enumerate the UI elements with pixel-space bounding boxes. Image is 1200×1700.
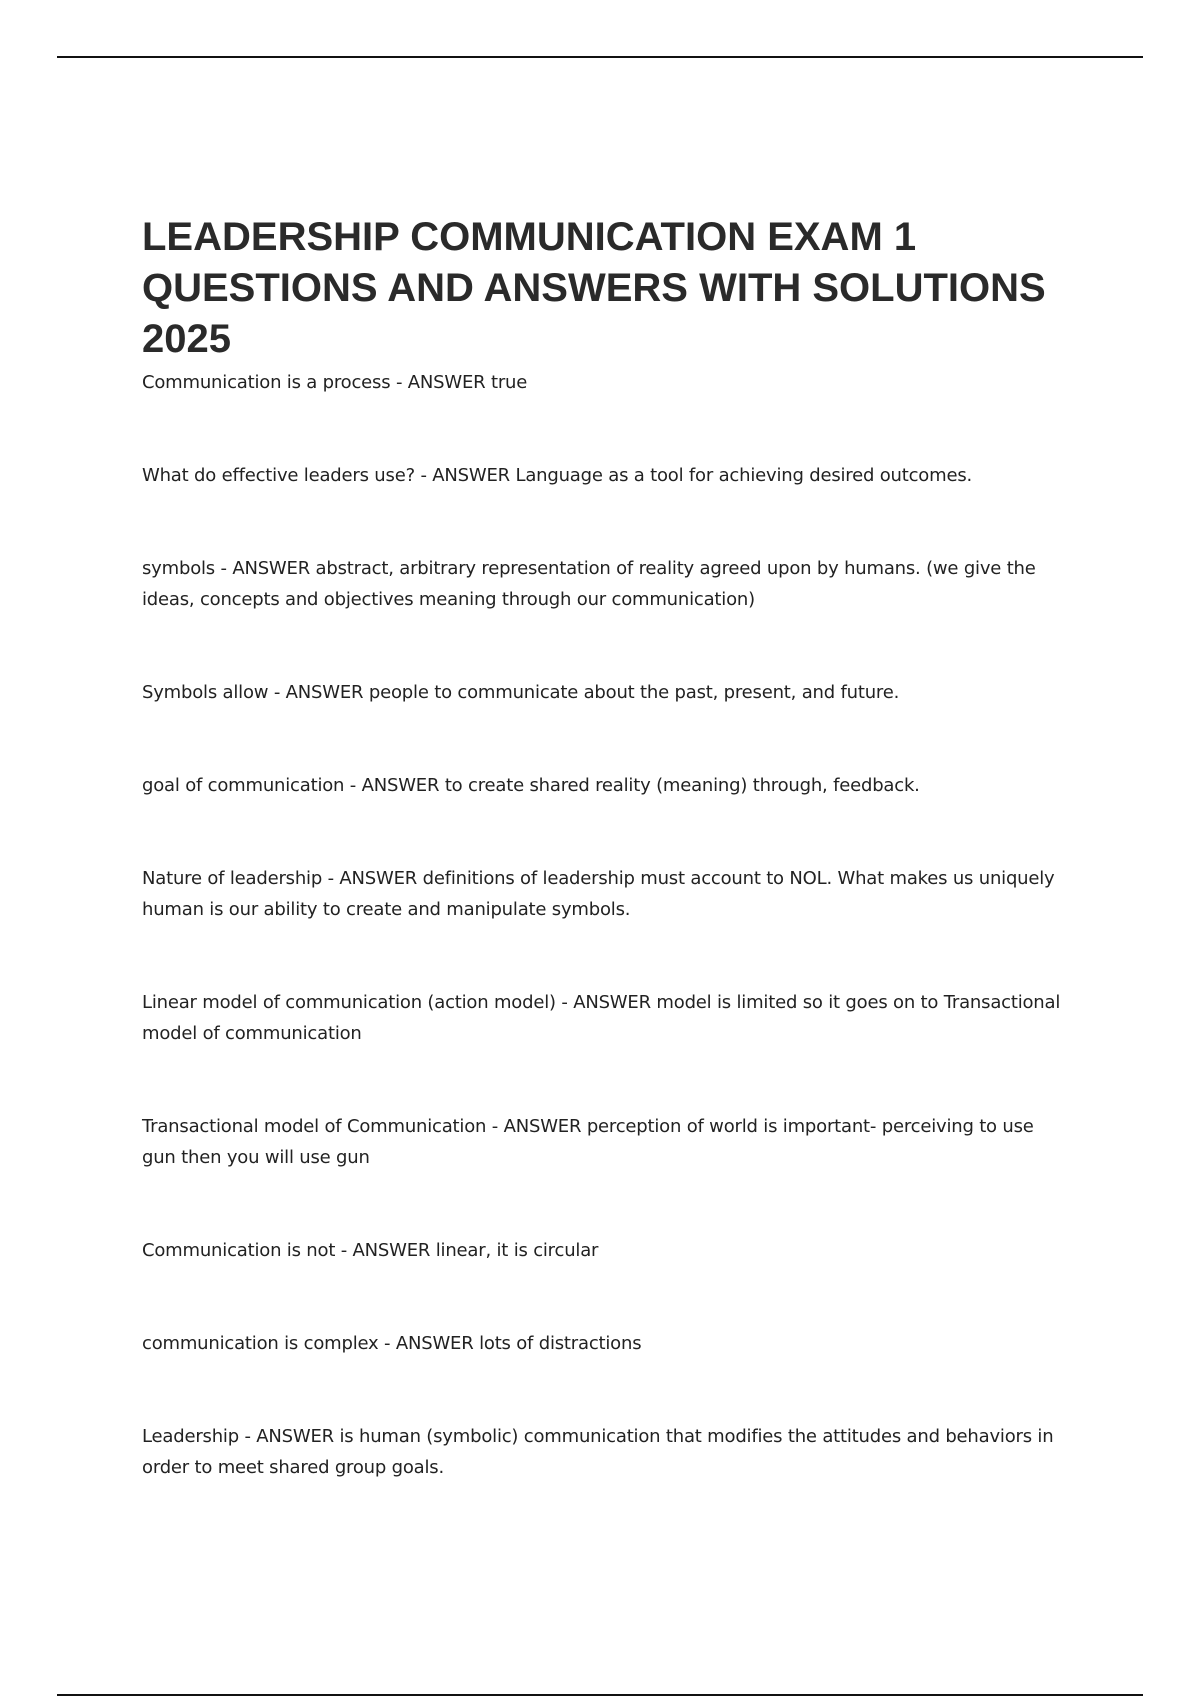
question-text: Communication is not [142,1240,336,1261]
answer-label: ANSWER [503,1116,582,1137]
answer-separator: - [344,775,362,796]
answer-label: ANSWER [285,682,364,703]
answer-separator: - [378,1333,396,1354]
answer-text: linear, it is circular [435,1240,599,1261]
question-text: Leadership [142,1426,239,1447]
question-text: Transactional model of Communication [142,1116,487,1137]
question-text: Communication is a process [142,372,391,393]
answer-label: ANSWER [432,465,510,486]
bottom-divider [57,1694,1143,1696]
qa-item-4 [142,677,1072,708]
answer-text: perception of world is important- perceiving to use gun then you will use gun [142,1116,1034,1168]
qa-item-5 [142,770,1072,801]
answer-text: abstract, arbitrary representation of reality agreed upon by humans. (we give the ideas, concepts and objectives meaning through our communication) [142,558,1036,610]
answer-separator: - [238,1426,257,1447]
qa-item-1 [142,367,1072,398]
answer-label: ANSWER [361,775,440,796]
answer-text: Language as a tool for achieving desired outcomes. [515,465,973,486]
qa-list [142,367,1072,1483]
question-text: Linear model of communication (action model) [142,992,556,1013]
question-text: goal of communication [142,775,345,796]
answer-separator: - [335,1240,353,1261]
qa-item-8 [142,1111,1072,1173]
qa-item-10 [142,1328,1072,1359]
qa-item-7 [142,987,1072,1049]
answer-separator: - [486,1116,504,1137]
answer-label: ANSWER [232,558,311,579]
answer-label: ANSWER [256,1426,334,1447]
answer-separator: - [322,868,340,889]
qa-item-9 [142,1235,1072,1266]
answer-text: to create shared reality (meaning) through, feedback. [444,775,920,796]
answer-text: people to communicate about the past, present, and future. [368,682,900,703]
question-text: communication is complex [142,1333,379,1354]
answer-separator: - [214,558,233,579]
answer-label: ANSWER [573,992,651,1013]
question-text: What do effective leaders use? [142,465,415,486]
answer-label: ANSWER [407,372,486,393]
question-text: Symbols allow [142,682,269,703]
answer-separator: - [390,372,408,393]
answer-text: true [490,372,528,393]
qa-item-2 [142,460,1072,491]
document-title: LEADERSHIP COMMUNICATION EXAM 1 QUESTIONS AND ANSWERS WITH SOLUTIONS 2025 [142,215,1046,361]
answer-label: ANSWER [352,1240,431,1261]
answer-separator: - [414,465,433,486]
answer-text: definitions of leadership must account to NOL. What makes us uniquely human is our ability to create and manipulate symbols. [142,868,1055,920]
document-body [142,212,1072,1545]
answer-text: is human (symbolic) communication that modifies the attitudes and behaviors in order to meet shared group goals. [142,1426,1054,1478]
top-divider [57,56,1143,58]
qa-item-6 [142,863,1072,925]
question-text: Nature of leadership [142,868,323,889]
answer-label: ANSWER [339,868,418,889]
answer-text: model is limited so it goes on to Transactional model of communication [142,992,1061,1044]
qa-item-11 [142,1421,1072,1483]
question-text: symbols [142,558,215,579]
answer-separator: - [268,682,286,703]
answer-text: lots of distractions [479,1333,642,1354]
answer-separator: - [555,992,574,1013]
qa-item-3 [142,553,1072,615]
answer-label: ANSWER [395,1333,474,1354]
